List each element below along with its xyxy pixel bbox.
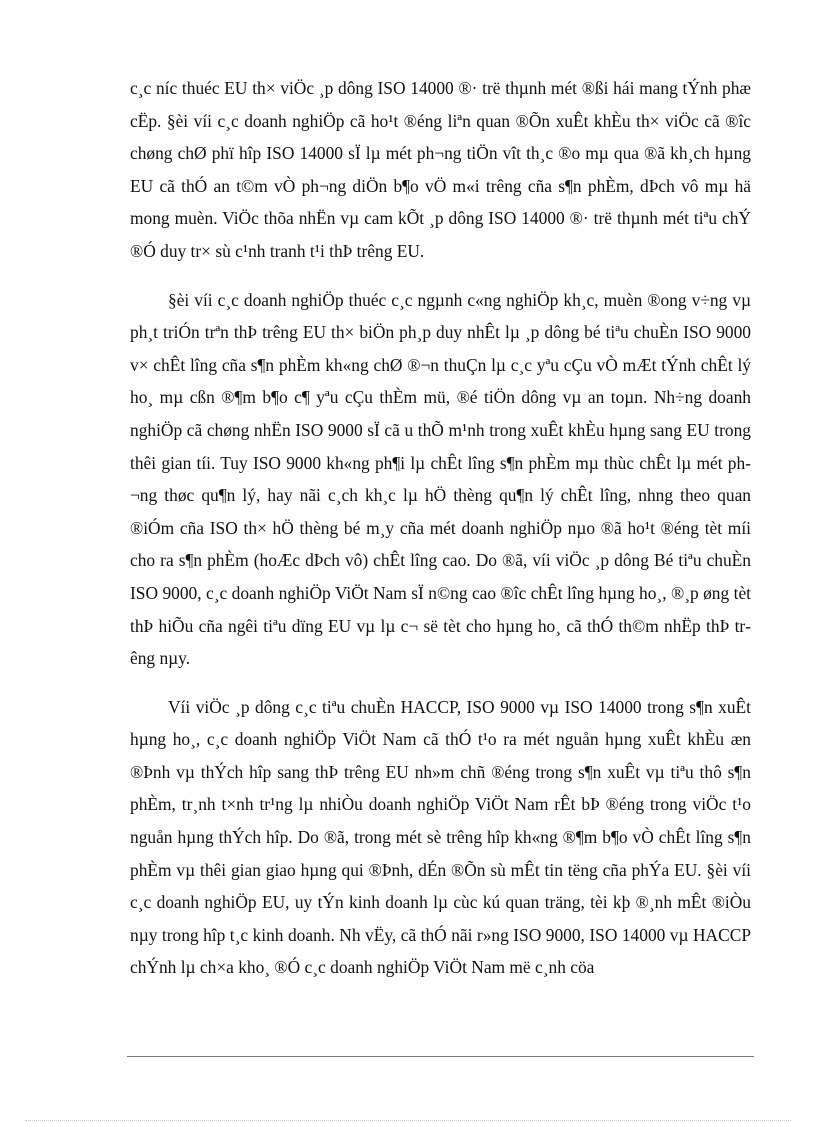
paragraph-1: c¸c níc thuéc EU th× viÖc ¸p dông ISO 14000 ®· trë thµnh mét ®ßi hái mang tÝnh phæ cËp. §èi víi c¸c doanh nghiÖp cã ho¹t ®éng liªn quan ®Õn xuÊt khÈu th× viÖc cã ®îc chøng chØ phï hîp ISO 14000 sÏ lµ mét ph¬ng tiÖn vît th¸c ®o mµ qua ®ã kh¸ch hµng EU cã thÓ an t©m vÒ ph¬ng diÖn b¶o vÖ m«i trêng cña s¶n phÈm, dÞch vô mµ hä mong muèn. ViÖc thõa nhËn vµ cam kÕt ¸p dông ISO 14000 ®· trë thµnh mét tiªu chÝ ®Ó duy tr× sù c¹nh tranh t¹i thÞ trêng EU. <box>130 78 751 261</box>
footer-divider <box>127 1056 754 1057</box>
body-text <box>130 72 751 984</box>
page-edge-dotted-line <box>25 1120 791 1121</box>
paragraph-2: §èi víi c¸c doanh nghiÖp thuéc c¸c ngµnh c«ng nghiÖp kh¸c, muèn ®ong v÷ng vµ ph¸t triÓn trªn thÞ trêng EU th× biÖn ph¸p duy nhÊt lµ ¸p dông bé tiªu chuÈn ISO 9000 v× chÊt lîng cña s¶n phÈm kh«ng chØ ®¬n thuÇn lµ c¸c yªu cÇu vÒ mÆt tÝnh chÊt lý ho¸ mµ cßn ®¶m b¶o c¶ yªu cÇu thÈm mü, ®é tiÖn dông vµ an toµn. Nh÷ng doanh nghiÖp cã chøng nhËn ISO 9000 sÏ cã u thÕ m¹nh trong xuÊt khÈu hµng sang EU trong thêi gian tíi. Tuy ISO 9000 kh«ng ph¶i lµ chÊt lîng s¶n phÈm mµ thùc chÊt lµ mét ph¬ng thøc qu¶n lý, hay nãi c¸ch kh¸c lµ hÖ thèng qu¶n lý chÊt lîng, nhng theo quan ®iÓm cña ISO th× hÖ thèng bé m¸y cña mét doanh nghiÖp nµo ®ã ho¹t ®éng tèt míi cho ra s¶n phÈm (hoÆc dÞch vô) chÊt lîng cao. Do ®ã, víi viÖc ¸p dông Bé tiªu chuÈn ISO 9000, c¸c doanh nghiÖp ViÖt Nam sÏ n©ng cao ®îc chÊt lîng hµng ho¸, ®¸p øng tèt thÞ hiÕu cña ngêi tiªu dïng EU vµ lµ c¬ së tèt cho hµng ho¸ cã thÓ th©m nhËp thÞ trêng nµy. <box>130 289 751 669</box>
paragraph-3: Víi viÖc ¸p dông c¸c tiªu chuÈn HACCP, ISO 9000 vµ ISO 14000 trong s¶n xuÊt hµng ho¸, c¸c doanh nghiÖp ViÖt Nam cã thÓ t¹o ra mét nguån hµng xuÊt khÈu æn ®Þnh vµ thÝch hîp sang thÞ trêng EU nh»m chñ ®éng trong s¶n xuÊt vµ tiªu thô s¶n phÈm, tr¸nh t×nh tr¹ng lµ nhiÒu doanh nghiÖp ViÖt Nam rÊt bÞ ®éng trong viÖc t¹o nguån hµng thÝch hîp. Do ®ã, trong mét sè trêng hîp kh«ng ®¶m b¶o vÒ chÊt lîng s¶n phÈm vµ thêi gian giao hµng qui ®Þnh, dÉn ®Õn sù mÊt tin tëng cña phÝa EU. §èi víi c¸c doanh nghiÖp EU, uy tÝn kinh doanh lµ cùc kú quan träng, tèi kþ ®¸nh mÊt ®iÒu nµy trong hîp t¸c kinh doanh. Nh vËy, cã thÓ nãi r»ng ISO 9000, ISO 14000 vµ HACCP chÝnh lµ ch×a kho¸ ®Ó c¸c doanh nghiÖp ViÖt Nam më c¸nh cöa <box>130 696 751 978</box>
